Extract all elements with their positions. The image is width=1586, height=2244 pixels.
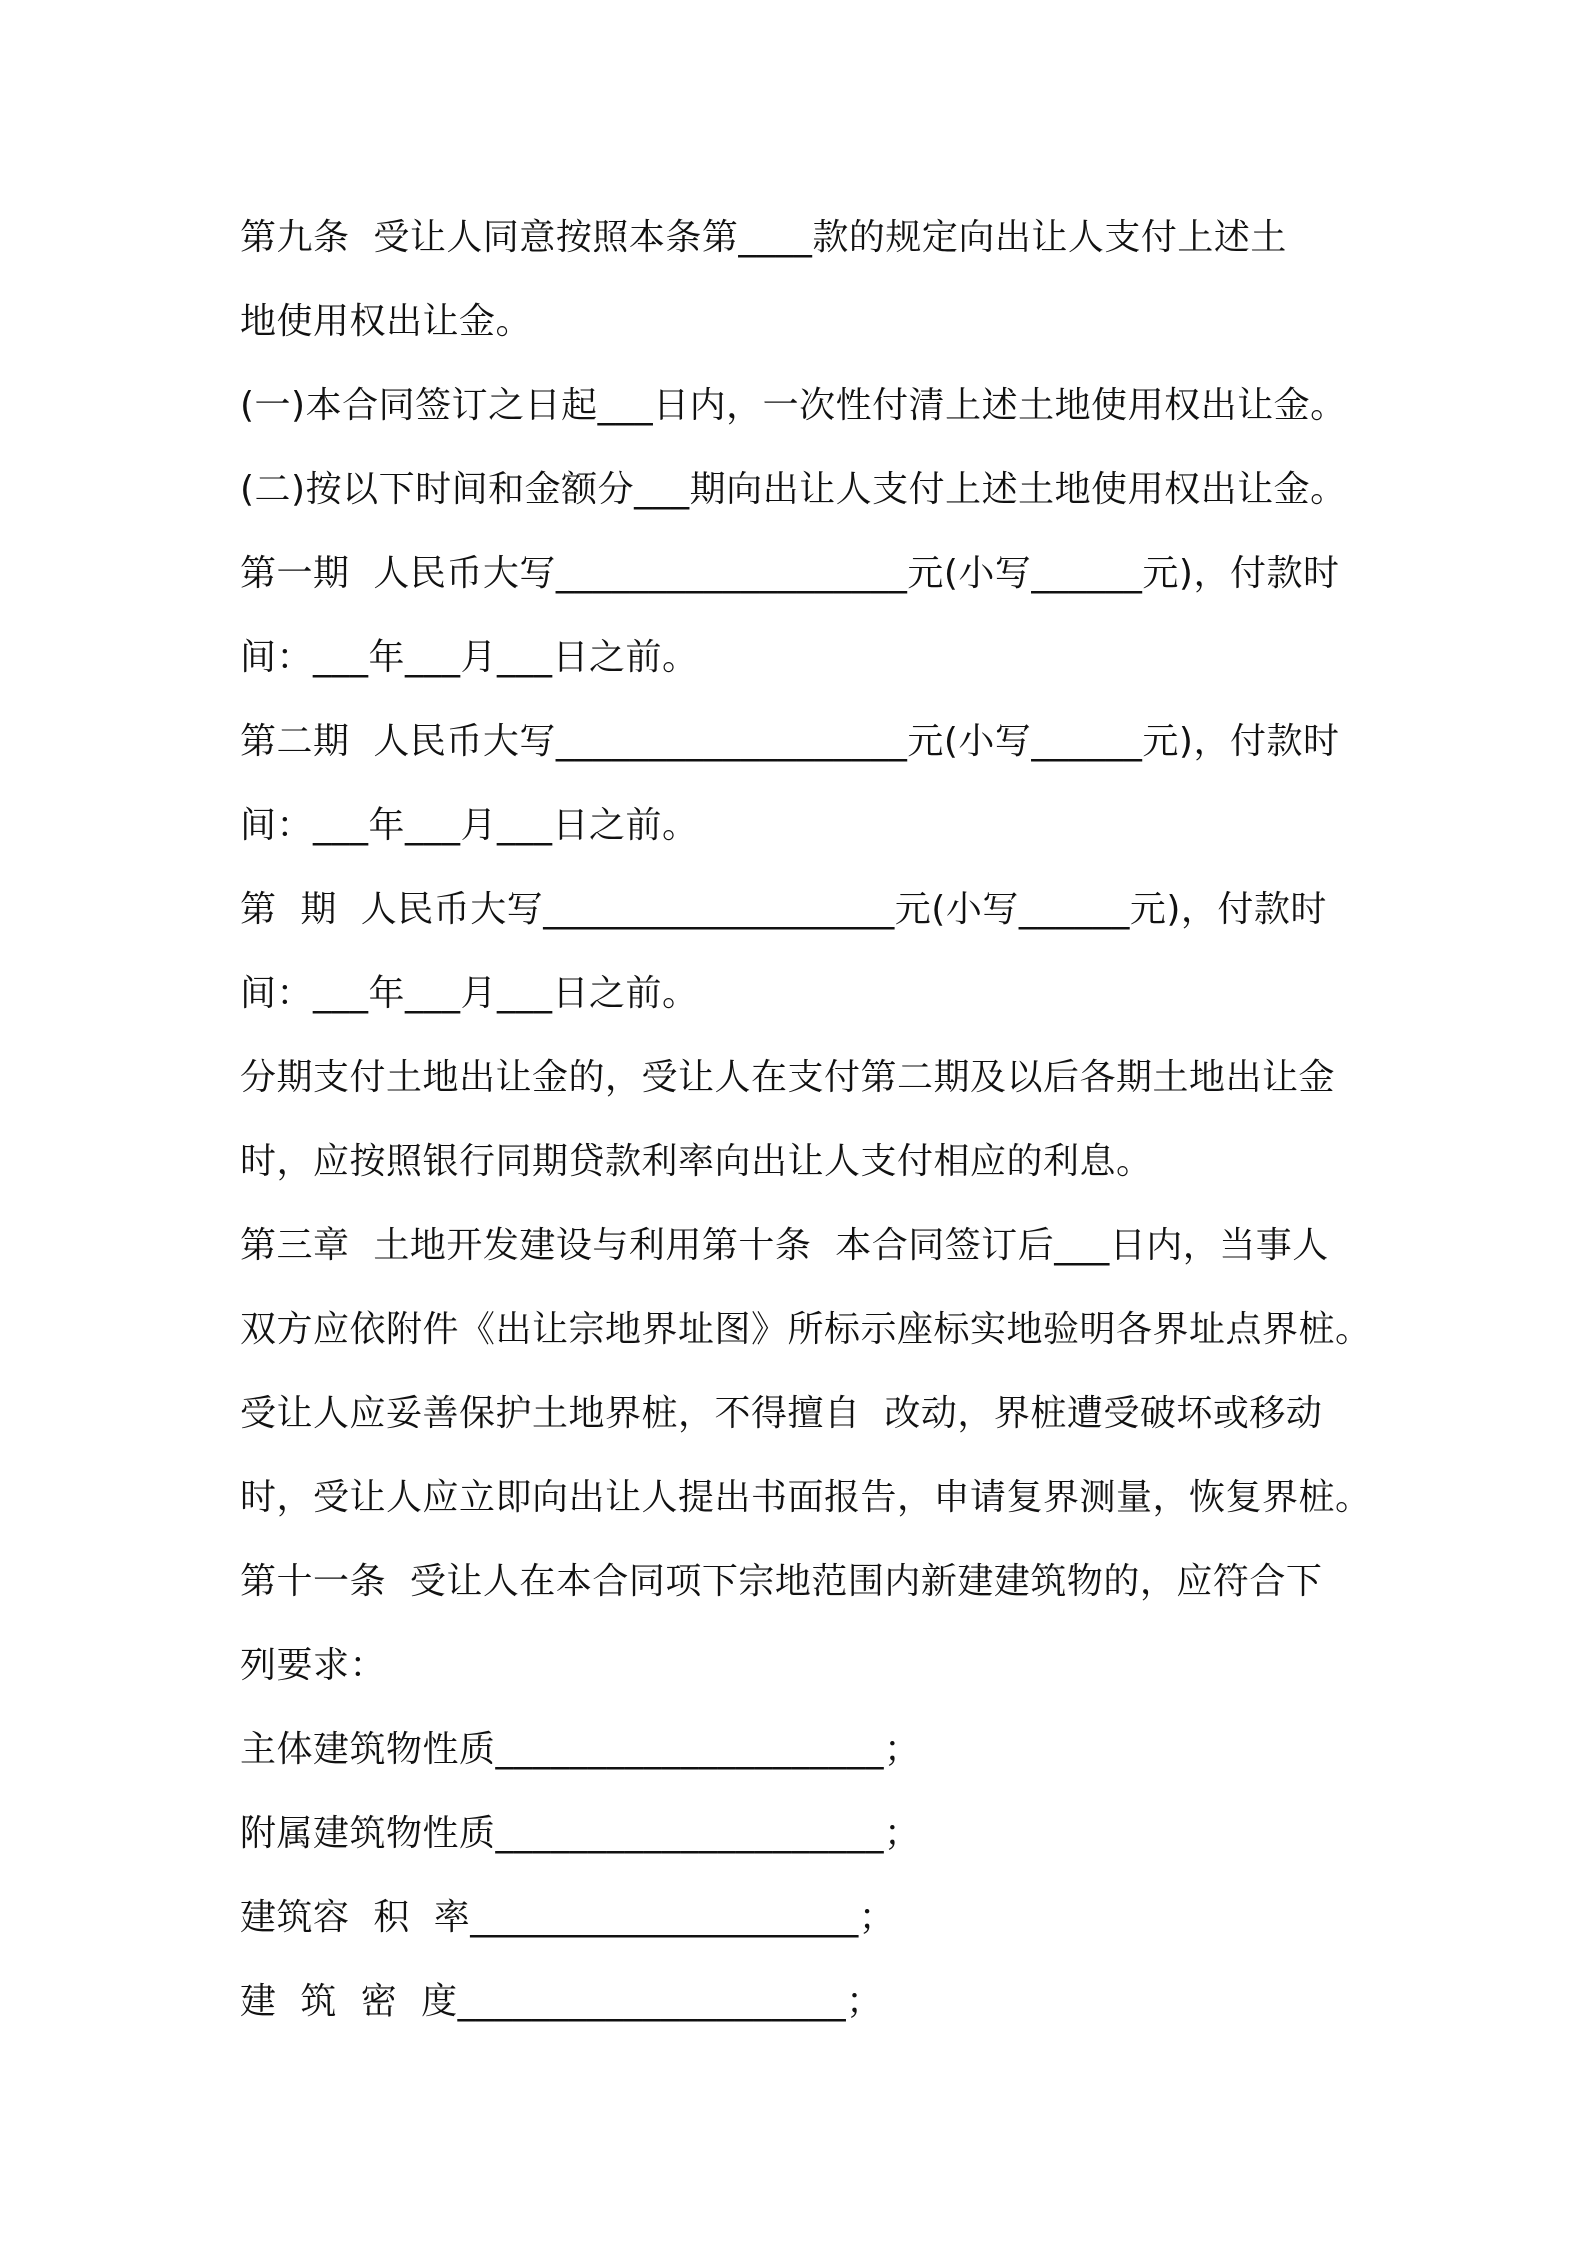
installment-2-amount: 第二期 人民币大写___________________元(小写______元)，付款时 xyxy=(240,721,1340,762)
article-10-line-2: 双方应依附件《出让宗地界址图》所标示座标实地验明各界址点界桩。 xyxy=(240,1309,1372,1350)
building-density-field: 建 筑 密 度_____________________； xyxy=(240,1981,883,2022)
article-11-line-1: 第十一条 受让人在本合同项下宗地范围内新建建筑物的，应符合下 xyxy=(240,1561,1323,1602)
payment-option-1: (一)本合同签订之日起___日内，一次性付清上述土地使用权出让金。 xyxy=(240,385,1347,426)
payment-option-2: (二)按以下时间和金额分___期向出让人支付上述土地使用权出让金。 xyxy=(240,469,1347,510)
document-body xyxy=(240,196,1380,2044)
installment-n-amount: 第 期 人民币大写___________________元(小写______元)，付款时 xyxy=(240,889,1327,930)
installment-2-date: 间：___年___月___日之前。 xyxy=(240,805,699,846)
article-9-line-2: 地使用权出让金。 xyxy=(240,301,533,342)
interest-clause-line-2: 时，应按照银行同期贷款利率向出让人支付相应的利息。 xyxy=(240,1141,1153,1182)
article-10-line-4: 时，受让人应立即向出让人提出书面报告，申请复界测量，恢复界桩。 xyxy=(240,1477,1372,1518)
auxiliary-building-nature-field: 附属建筑物性质_____________________； xyxy=(240,1813,921,1854)
floor-area-ratio-field: 建筑容 积 率_____________________； xyxy=(240,1897,896,1938)
article-11-line-2: 列要求： xyxy=(240,1645,387,1686)
main-building-nature-field: 主体建筑物性质_____________________； xyxy=(240,1729,921,1770)
installment-1-date: 间：___年___月___日之前。 xyxy=(240,637,699,678)
installment-n-date: 间：___年___月___日之前。 xyxy=(240,973,699,1014)
interest-clause-line-1: 分期支付土地出让金的，受让人在支付第二期及以后各期土地出让金 xyxy=(240,1057,1336,1098)
article-10-line-3: 受让人应妥善保护土地界桩，不得擅自 改动，界桩遭受破坏或移动 xyxy=(240,1393,1323,1434)
article-9-line-1: 第九条 受让人同意按照本条第____款的规定向出让人支付上述土 xyxy=(240,217,1287,258)
chapter-3-article-10-line-1: 第三章 土地开发建设与利用第十条 本合同签订后___日内，当事人 xyxy=(240,1225,1329,1266)
installment-1-amount: 第一期 人民币大写___________________元(小写______元)，付款时 xyxy=(240,553,1340,594)
